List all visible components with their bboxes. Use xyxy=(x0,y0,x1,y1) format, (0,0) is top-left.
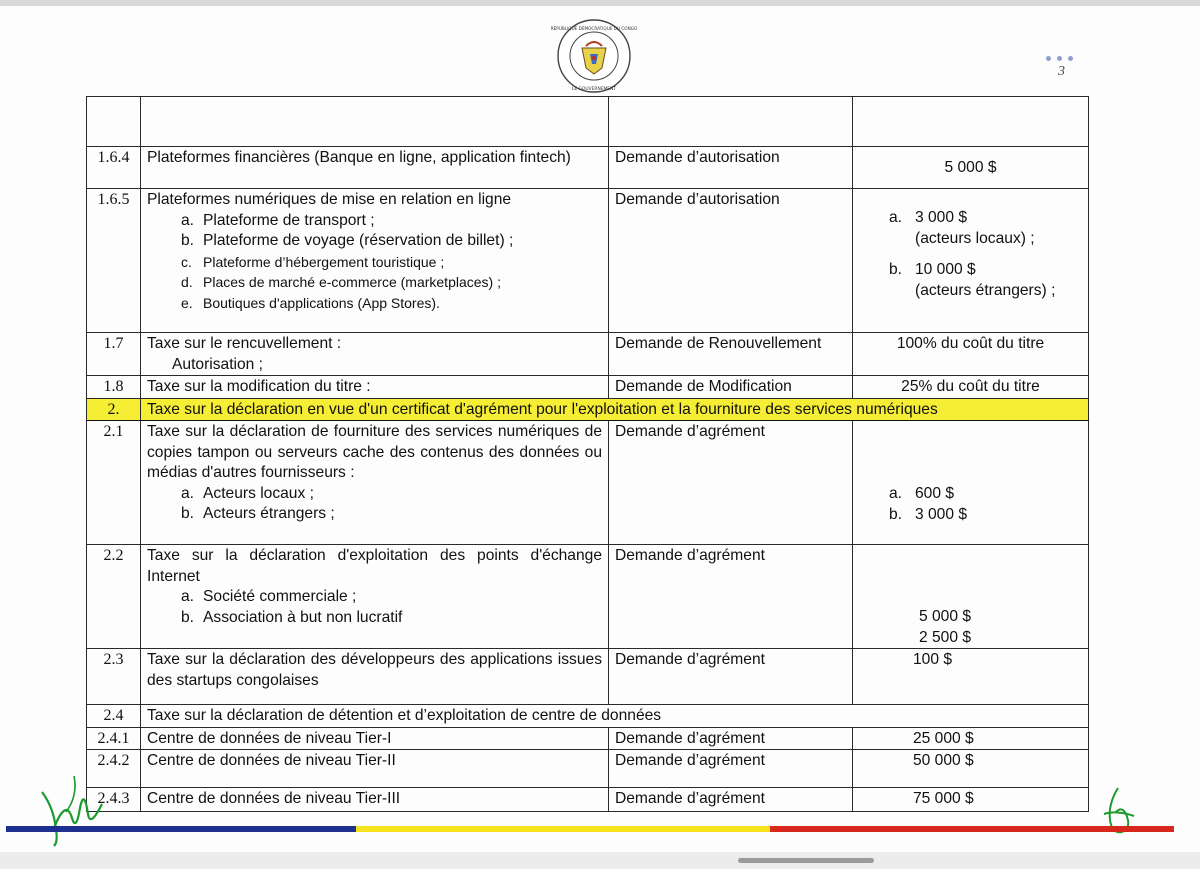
list-item xyxy=(181,211,602,232)
fee-amount xyxy=(853,333,1089,376)
fee-text: 5 000 $ xyxy=(944,159,997,176)
fee-list-item xyxy=(889,505,1082,526)
flag-blue xyxy=(6,826,356,832)
table-row xyxy=(87,333,1089,376)
fee-text: 75 000 $ xyxy=(913,790,974,807)
request-type: Demande de Renouvellement xyxy=(609,333,853,376)
row-number: 1.6.5 xyxy=(87,189,141,333)
item-list xyxy=(147,211,602,314)
fee-text: 25 000 $ xyxy=(913,729,974,747)
description-text: Centre de données de niveau Tier-I xyxy=(147,729,392,747)
fee-amount xyxy=(853,97,1089,147)
fee-amount xyxy=(853,649,1089,705)
list-item xyxy=(181,252,602,273)
row-description xyxy=(141,750,609,788)
row-number: 1.8 xyxy=(87,376,141,399)
row-number: 2.4.2 xyxy=(87,750,141,788)
fee-value: 2 500 $ xyxy=(919,628,972,646)
description-text: Taxe sur la déclaration de fourniture des services numériques de copies tampon ou serveurs cache des contenus des données ou médias d'autres fournisseurs : xyxy=(147,423,602,481)
fee-note: (acteurs étrangers) ; xyxy=(915,281,1056,299)
fee-amount xyxy=(853,421,1089,545)
list-text: Association à but non lucratif xyxy=(203,608,403,626)
fee-value: 3 000 $ xyxy=(915,209,968,226)
list-text: Acteurs étrangers ; xyxy=(203,505,335,522)
request-type: Demande d’agrément xyxy=(609,421,853,545)
fee-list xyxy=(859,208,1082,301)
list-text: Boutiques d'applications (App Stores). xyxy=(203,294,440,311)
list-text: Société commerciale ; xyxy=(203,588,357,605)
row-number: 2.4.1 xyxy=(87,727,141,750)
request-type: Demande d’agrément xyxy=(609,727,853,750)
fee-amount xyxy=(853,788,1089,812)
fee-marker: b. xyxy=(889,261,903,278)
table-row xyxy=(87,750,1089,788)
list-item xyxy=(181,272,602,293)
request-type: Demande de Modification xyxy=(609,376,853,399)
row-description xyxy=(141,376,609,399)
fee-note: (acteurs locaux) ; xyxy=(915,229,1035,247)
page-number: 3 xyxy=(1058,64,1065,79)
fee-list-item xyxy=(889,260,1082,301)
fee-value: 5 000 $ xyxy=(919,608,972,625)
request-type: Demande d’agrément xyxy=(609,649,853,705)
row-description: Taxe sur la déclaration en vue d'un certificat d'agrément pour l'exploitation et la fourniture des services numériques xyxy=(141,398,1089,421)
fee-text: 100 $ xyxy=(913,651,953,668)
table-row xyxy=(87,421,1089,545)
list-marker: b. xyxy=(181,608,195,626)
table-row xyxy=(87,649,1089,705)
row-number xyxy=(87,97,141,147)
table-row xyxy=(87,398,1089,421)
government-seal-icon xyxy=(550,18,638,94)
table-row xyxy=(87,97,1089,147)
request-type: Demande d’agrément xyxy=(609,545,853,649)
signature-mark-left xyxy=(36,768,106,848)
description-subtext: Autorisation ; xyxy=(172,355,264,373)
description-text: Taxe sur la déclaration des développeurs des applications issues des startups congolaises xyxy=(147,651,602,689)
fee-marker: b. xyxy=(889,505,903,523)
table-row xyxy=(87,376,1089,399)
list-marker: c. xyxy=(181,253,192,270)
request-type: Demande d’agrément xyxy=(609,788,853,812)
list-text: Plateforme de transport ; xyxy=(203,211,375,229)
fee-marker: a. xyxy=(889,485,903,502)
fee-lines xyxy=(859,607,1082,648)
row-number: 2.3 xyxy=(87,649,141,705)
request-type: Demande d’agrément xyxy=(609,750,853,788)
list-item xyxy=(181,484,602,505)
list-text: Acteurs locaux ; xyxy=(203,484,314,502)
home-indicator[interactable] xyxy=(738,858,874,863)
description-text: Centre de données de niveau Tier-II xyxy=(147,752,396,769)
list-text: Plateforme de voyage (réservation de billet) ; xyxy=(203,232,514,249)
flag-stripe xyxy=(6,826,1174,832)
description-text: Taxe sur la modification du titre : xyxy=(147,378,371,395)
flag-yellow xyxy=(356,826,770,832)
item-list xyxy=(147,484,602,525)
fee-amount xyxy=(853,189,1089,333)
list-item xyxy=(181,608,602,629)
fee-amount xyxy=(853,376,1089,399)
fee-list xyxy=(859,484,1082,525)
request-type: Demande d’autorisation xyxy=(609,189,853,333)
row-description xyxy=(141,649,609,705)
list-item xyxy=(181,587,602,608)
fee-list-item xyxy=(889,208,1082,249)
list-item xyxy=(181,231,602,252)
list-item xyxy=(181,293,602,314)
dots-decoration xyxy=(1046,56,1076,64)
fee-amount xyxy=(853,750,1089,788)
row-number: 2.1 xyxy=(87,421,141,545)
table-row xyxy=(87,545,1089,649)
list-marker: a. xyxy=(181,211,195,229)
item-list xyxy=(147,587,602,628)
fee-amount xyxy=(853,147,1089,189)
table-row xyxy=(87,727,1089,750)
description-text: Centre de données de niveau Tier-III xyxy=(147,790,401,807)
list-marker: b. xyxy=(181,232,195,249)
description-text: Taxe sur le rencuvellement : xyxy=(147,335,342,352)
table-row xyxy=(87,705,1089,728)
fee-value: 3 000 $ xyxy=(915,505,968,523)
list-marker: a. xyxy=(181,588,195,605)
description-text: Taxe sur la déclaration d'exploitation des points d'échange Internet xyxy=(147,547,602,585)
fee-value: 10 000 $ xyxy=(915,261,976,278)
row-number: 2. xyxy=(87,398,141,421)
row-description xyxy=(141,97,609,147)
row-description xyxy=(141,727,609,750)
list-marker: b. xyxy=(181,505,195,522)
table-row xyxy=(87,788,1089,812)
list-marker: d. xyxy=(181,274,193,290)
list-text: Places de marché e-commerce (marketplaces) ; xyxy=(203,274,501,290)
fees-table xyxy=(86,96,1089,812)
fee-marker: a. xyxy=(889,209,903,226)
row-description xyxy=(141,421,609,545)
svg-text:LE GOUVERNEMENT: LE GOUVERNEMENT xyxy=(571,87,617,92)
flag-red xyxy=(770,826,1174,832)
list-marker: a. xyxy=(181,484,195,502)
fee-amount xyxy=(853,545,1089,649)
svg-text:RÉPUBLIQUE DÉMOCRATIQUE DU CON: RÉPUBLIQUE DÉMOCRATIQUE DU CONGO xyxy=(550,26,638,31)
list-text: Plateforme d’hébergement touristique ; xyxy=(203,253,445,270)
fee-text: 50 000 $ xyxy=(913,752,974,769)
row-number: 2.4.3 xyxy=(87,788,141,812)
row-description: Taxe sur la déclaration de détention et d’exploitation de centre de données xyxy=(141,705,1089,728)
row-description xyxy=(141,788,609,812)
row-description xyxy=(141,147,609,189)
fee-amount xyxy=(853,727,1089,750)
list-item xyxy=(181,504,602,525)
description-text: Plateformes numériques de mise en relation en ligne xyxy=(147,191,512,208)
row-number: 1.7 xyxy=(87,333,141,376)
list-marker: e. xyxy=(181,294,193,311)
request-type: Demande d’autorisation xyxy=(609,147,853,189)
description-text: Plateformes financières (Banque en ligne, application fintech) xyxy=(147,149,571,166)
row-number: 2.4 xyxy=(87,705,141,728)
row-description xyxy=(141,545,609,649)
row-description xyxy=(141,333,609,376)
fee-text: 25% du coût du titre xyxy=(901,378,1040,395)
fee-list-item xyxy=(889,484,1082,505)
table-row xyxy=(87,147,1089,189)
row-description xyxy=(141,189,609,333)
request-type xyxy=(609,97,853,147)
fee-text: 100% du coût du titre xyxy=(896,335,1045,352)
table-row xyxy=(87,189,1089,333)
fee-value: 600 $ xyxy=(915,485,955,502)
row-number: 2.2 xyxy=(87,545,141,649)
row-number: 1.6.4 xyxy=(87,147,141,189)
